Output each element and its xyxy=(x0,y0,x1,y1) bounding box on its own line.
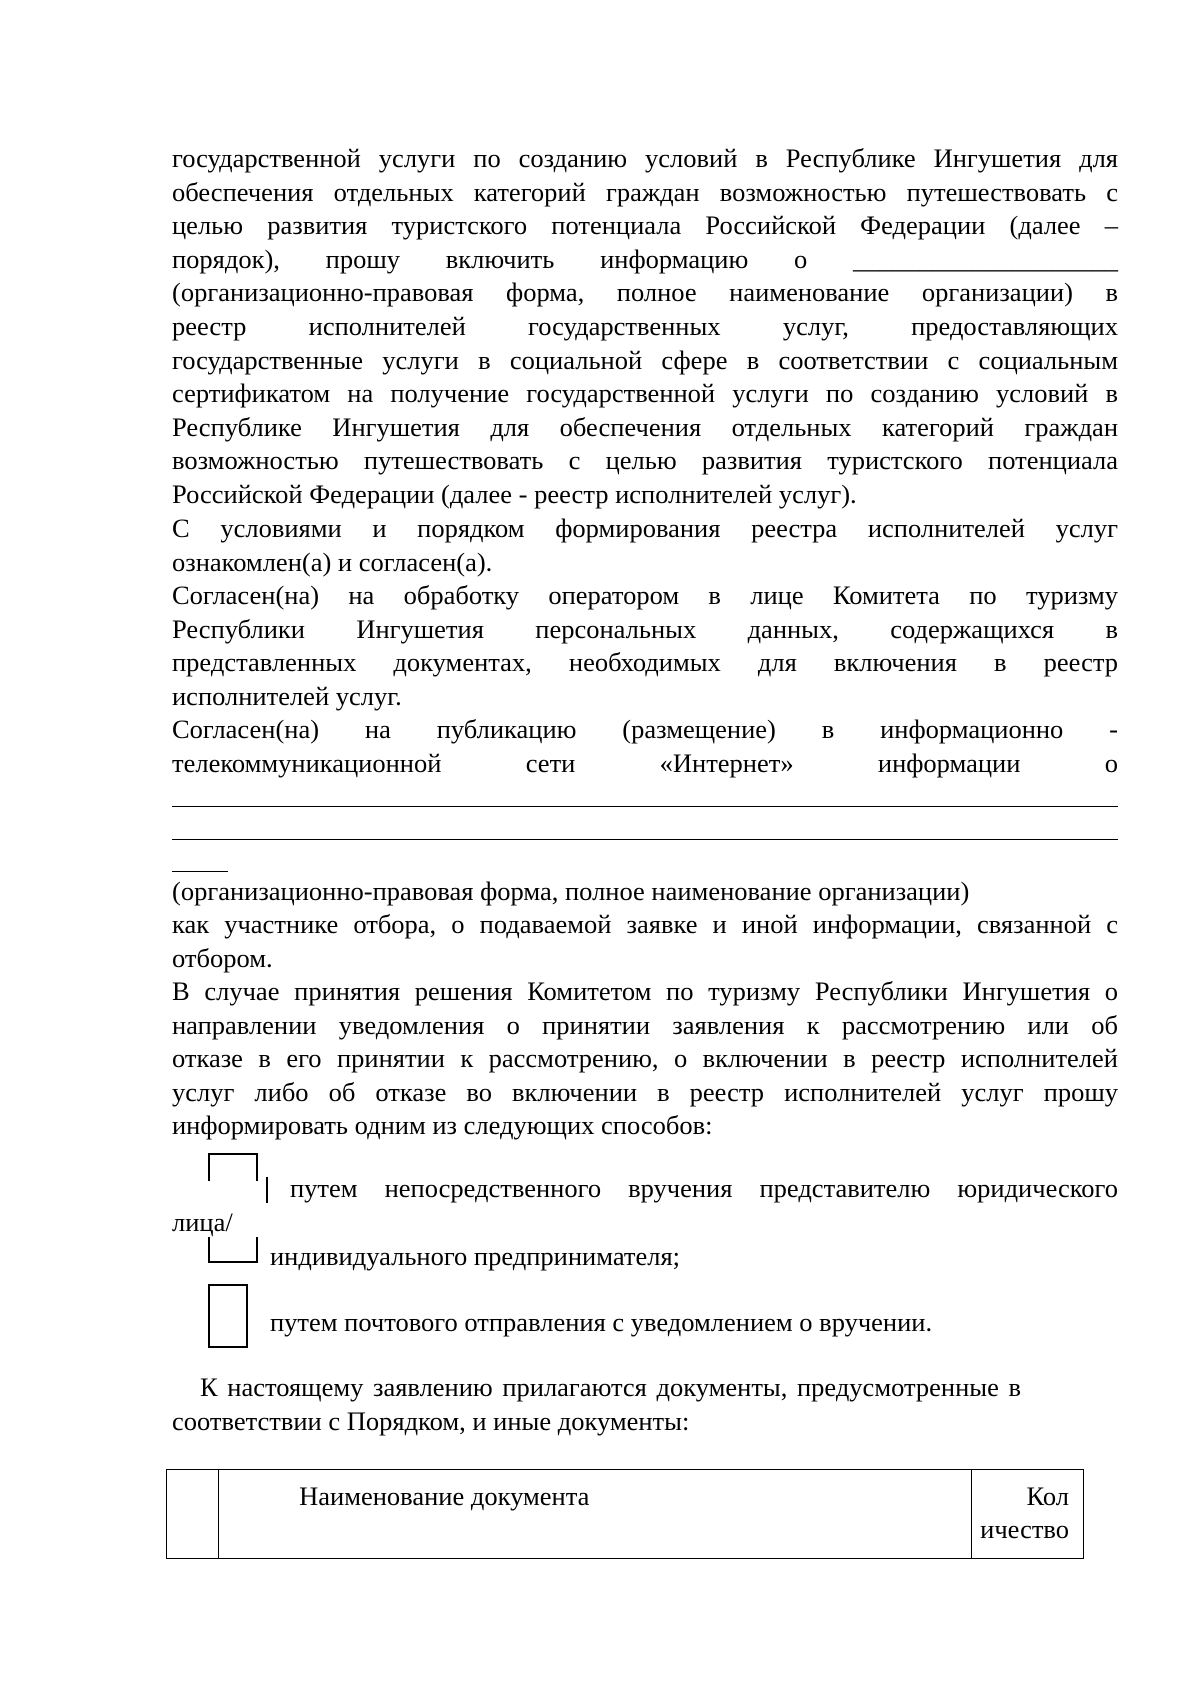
text-line: Согласен(на) на публикацию (размещение) в информационно - xyxy=(172,714,1118,744)
table-header-row xyxy=(167,1470,1084,1559)
publication-consent-paragraph xyxy=(172,713,1118,780)
text-line: целью развития туристского потенциала Российской Федерации (далее – xyxy=(172,210,1118,241)
notification-paragraph xyxy=(172,975,1118,1143)
delivery-option-1-wrap xyxy=(172,1206,272,1240)
text-line: возможностью путешествовать с целью развития туристского потенциала xyxy=(172,445,1118,476)
text-line: соответствии с Порядком, и иные документы: xyxy=(172,1405,690,1436)
text-line: отбором. xyxy=(172,942,273,973)
personal-data-consent-paragraph xyxy=(172,579,1118,713)
organization-name-line xyxy=(172,839,1118,840)
option-label: путем непосредственного вручения представителю юридического xyxy=(290,1173,1118,1203)
document-name-column-header xyxy=(219,1470,972,1559)
text-line: государственные услуги в социальной сфере в соответствии с социальным xyxy=(172,344,1118,375)
text-line: государственной услуги по созданию условий в Республике Ингушетия для xyxy=(172,143,1118,173)
number-column-header xyxy=(167,1470,219,1559)
attachments-intro xyxy=(172,1371,1118,1438)
text-line: обеспечения отдельных категорий граждан возможностью путешествовать с xyxy=(172,176,1118,207)
text-line: С условиями и порядком формирования реестра исполнителей услуг xyxy=(172,513,1118,543)
column-header-text: Наименование документа xyxy=(299,1481,590,1511)
text-line: как участнике отбора, о подаваемой заявке и иной информации, связанной с xyxy=(172,909,1118,939)
text-line: (организационно-правовая форма, полное наименование организации) в xyxy=(172,277,1118,308)
organization-blank: ____________________ xyxy=(853,243,1119,274)
column-header-text: Кол xyxy=(1026,1481,1069,1511)
text-line: реестр исполнителей государственных услуг, предоставляющих xyxy=(172,310,1118,341)
separator-bar xyxy=(266,1177,268,1203)
quantity-column-header xyxy=(972,1470,1084,1559)
organization-caption xyxy=(172,875,1118,909)
text-line: представленных документах, необходимых для включения в реестр xyxy=(172,647,1118,678)
organization-name-line xyxy=(172,806,1118,807)
participant-paragraph xyxy=(172,908,1118,975)
delivery-option-2-text xyxy=(270,1306,1118,1340)
text-line: Согласен(на) на обработку оператором в лице Комитета по туризму xyxy=(172,580,1118,610)
text-line: услуг либо об отказе во включении в реестр исполнителей услуг прошу xyxy=(172,1076,1118,1107)
text-line: телекоммуникационной сети «Интернет» информации о xyxy=(172,747,1118,778)
text-line: направлении уведомления о принятии заявления к рассмотрению или об xyxy=(172,1009,1118,1040)
organization-name-line-short xyxy=(172,871,228,872)
documents-table xyxy=(166,1469,1084,1559)
conditions-paragraph xyxy=(172,512,1118,579)
delivery-by-mail-checkbox[interactable] xyxy=(208,1284,248,1348)
text-line: отказе в его принятии к рассмотрению, о включении в реестр исполнителей xyxy=(172,1043,1118,1074)
caption-text: (организационно-правовая форма, полное наименование организации) xyxy=(172,876,970,906)
text-line: ознакомлен(а) и согласен(а). xyxy=(172,546,493,577)
text-line: Республики Ингушетия персональных данных, содержащихся в xyxy=(172,613,1118,644)
option-label-wrap: лица/ xyxy=(172,1207,233,1237)
text-line: сертификатом на получение государственной услуги по созданию условий в xyxy=(172,378,1118,409)
option-label: индивидуального предпринимателя; xyxy=(270,1241,681,1271)
text-line: исполнителей услуг. xyxy=(172,680,402,711)
delivery-option-1-text-cont xyxy=(270,1240,1118,1274)
column-header-text: ичество xyxy=(980,1514,1069,1544)
text-line: Российской Федерации (далее - реестр исполнителей услуг). xyxy=(172,478,857,509)
text-line: К настоящему заявлению прилагаются документы, предусмотренные в xyxy=(200,1372,1021,1402)
text-line: Республике Ингушетия для обеспечения отдельных категорий граждан xyxy=(172,411,1118,442)
text-line: информировать одним из следующих способов: xyxy=(172,1110,713,1141)
text-line: В случае принятия решения Комитетом по туризму Республики Ингушетия о xyxy=(172,976,1118,1006)
request-paragraph xyxy=(172,142,1118,512)
text-line: порядок), прошу включить информацию о ____________________ xyxy=(172,243,1119,274)
option-label: путем почтового отправления с уведомлением о вручении. xyxy=(270,1307,933,1337)
delivery-option-1-text xyxy=(290,1172,1118,1206)
